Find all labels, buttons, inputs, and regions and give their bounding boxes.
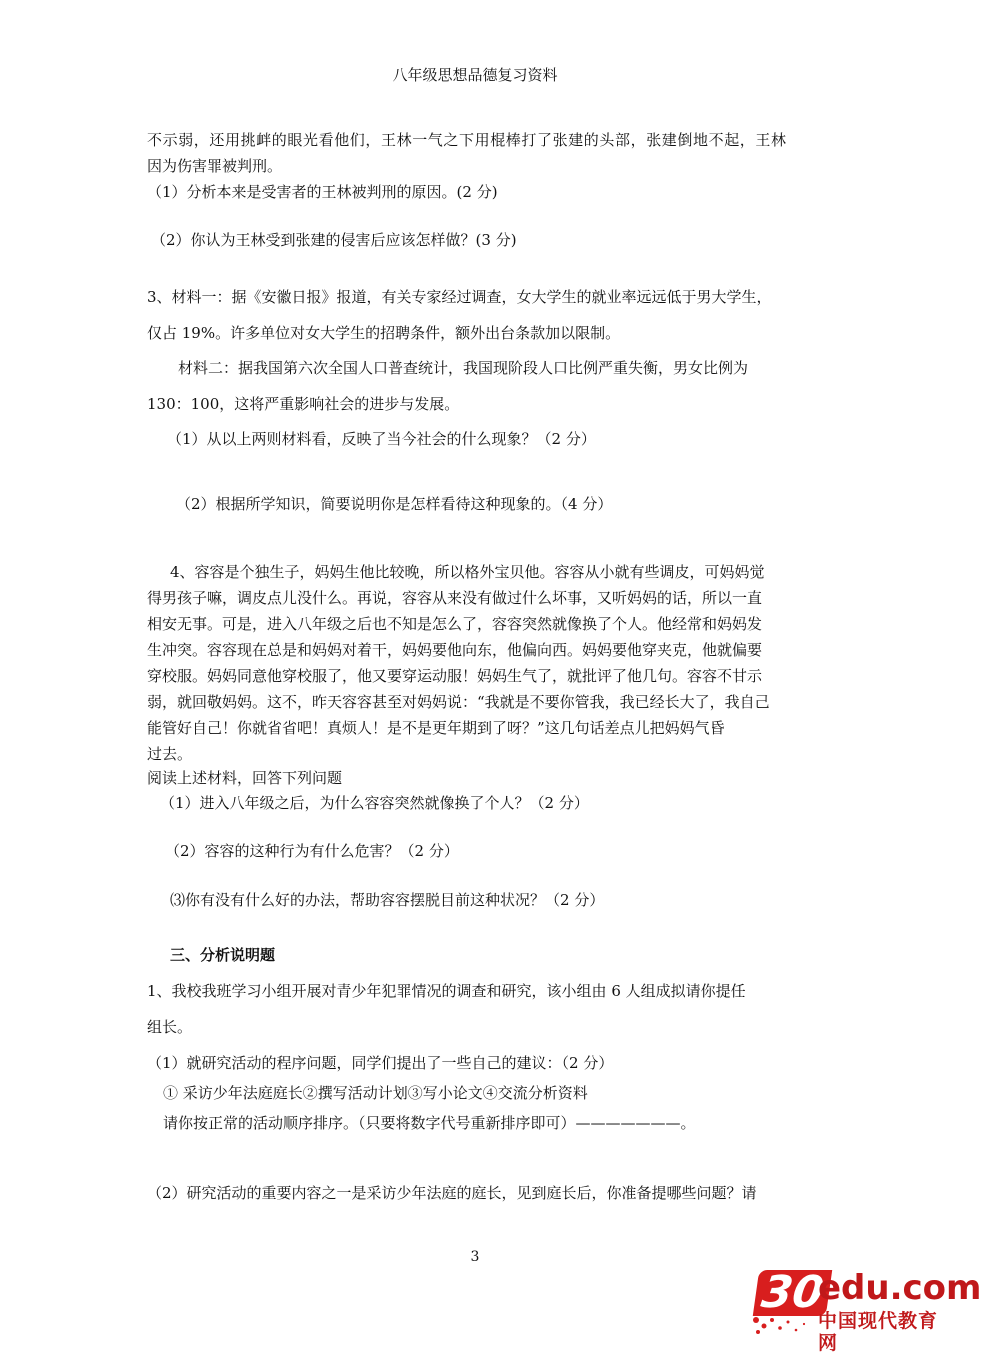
text-line: 材料二：据我国第六次全国人口普查统计，我国现阶段人口比例严重失衡，男女比例为 [178, 359, 749, 377]
text-line: 生冲突。容容现在总是和妈妈对着干，妈妈要他向东，他偏向西。妈妈要他穿夹克，他就偏要 [147, 641, 763, 659]
text-line: 弱，就回敬妈妈。这不，昨天容容甚至对妈妈说：“我就是不要你管我，我已经长大了，我自己 [147, 693, 770, 711]
question-line: （1）从以上两则材料看，反映了当今社会的什么现象？（2 分） [167, 430, 596, 448]
question-line: （1）就研究活动的程序问题，同学们提出了一些自己的建议：（2 分） [147, 1054, 614, 1072]
question-line: （2）根据所学知识，简要说明你是怎样看待这种现象的。（4 分） [176, 495, 613, 513]
text-line: 阅读上述材料，回答下列问题 [147, 769, 343, 787]
text-line: 不示弱，还用挑衅的眼光看他们，王林一气之下用棍棒打了张建的头部，张建倒地不起，王林 [147, 131, 787, 149]
text-line: 能管好自己！你就省省吧！真烦人！是不是更年期到了呀？”这几句话差点儿把妈妈气昏 [147, 719, 725, 737]
section-heading: 三、分析说明题 [170, 946, 276, 964]
text-line: 组长。 [147, 1018, 193, 1036]
question-line: ⑶你有没有什么好的办法，帮助容容摆脱目前这种状况？（2 分） [170, 891, 605, 909]
text-line: 130：100，这将严重影响社会的进步与发展。 [147, 395, 460, 413]
question-line: （2）研究活动的重要内容之一是采访少年法庭的庭长，见到庭长后，你准备提哪些问题？请 [147, 1184, 757, 1202]
question-line: （2）你认为王林受到张建的侵害后应该怎样做？(3 分) [151, 231, 517, 249]
text-line: 过去。 [147, 745, 193, 763]
page-number: 3 [470, 1249, 480, 1265]
text-line: ① 采访少年法庭庭长②撰写活动计划③写小论文④交流分析资料 [163, 1084, 588, 1102]
question-line: （1）分析本来是受害者的王林被判刑的原因。(2 分) [147, 183, 498, 201]
text-line: 得男孩子嘛，调皮点儿没什么。再说，容容从来没有做过什么坏事，又听妈妈的话，所以一直 [147, 589, 763, 607]
site-logo [756, 1267, 981, 1354]
text-line: 仅占 19%。许多单位对女大学生的招聘条件，额外出台条款加以限制。 [147, 324, 621, 342]
text-line: 4、容容是个独生子，妈妈生他比较晚，所以格外宝贝他。容容从小就有些调皮，可妈妈觉 [170, 563, 765, 581]
text-line: 请你按正常的活动顺序排序。（只要将数字代号重新排序即可）———————。 [163, 1114, 696, 1132]
text-line: 1、我校我班学习小组开展对青少年犯罪情况的调查和研究，该小组由 6 人组成拟请你提任 [147, 982, 746, 1000]
text-line: 3、材料一：据《安徽日报》报道，有关专家经过调查，女大学生的就业率远远低于男大学生， [147, 288, 772, 306]
text-line: 因为伤害罪被判刑。 [147, 157, 283, 175]
logo-domain: edu.com [818, 1268, 981, 1308]
logo-number: 30 [753, 1270, 833, 1316]
text-line: 相安无事。可是，进入八年级之后也不知是怎么了，容容突然就像换了个人。他经常和妈妈发 [147, 615, 763, 633]
logo-name: 中国现代教育网 [818, 1310, 939, 1354]
question-line: （1）进入八年级之后，为什么容容突然就像换了个人？（2 分） [160, 794, 589, 812]
text-line: 穿校服。妈妈同意他穿校服了，他又要穿运动服！妈妈生气了，就批评了他几句。容容不甘示 [147, 667, 763, 685]
page-header: 八年级思想品德复习资料 [392, 66, 558, 84]
question-line: （2）容容的这种行为有什么危害？（2 分） [165, 842, 459, 860]
